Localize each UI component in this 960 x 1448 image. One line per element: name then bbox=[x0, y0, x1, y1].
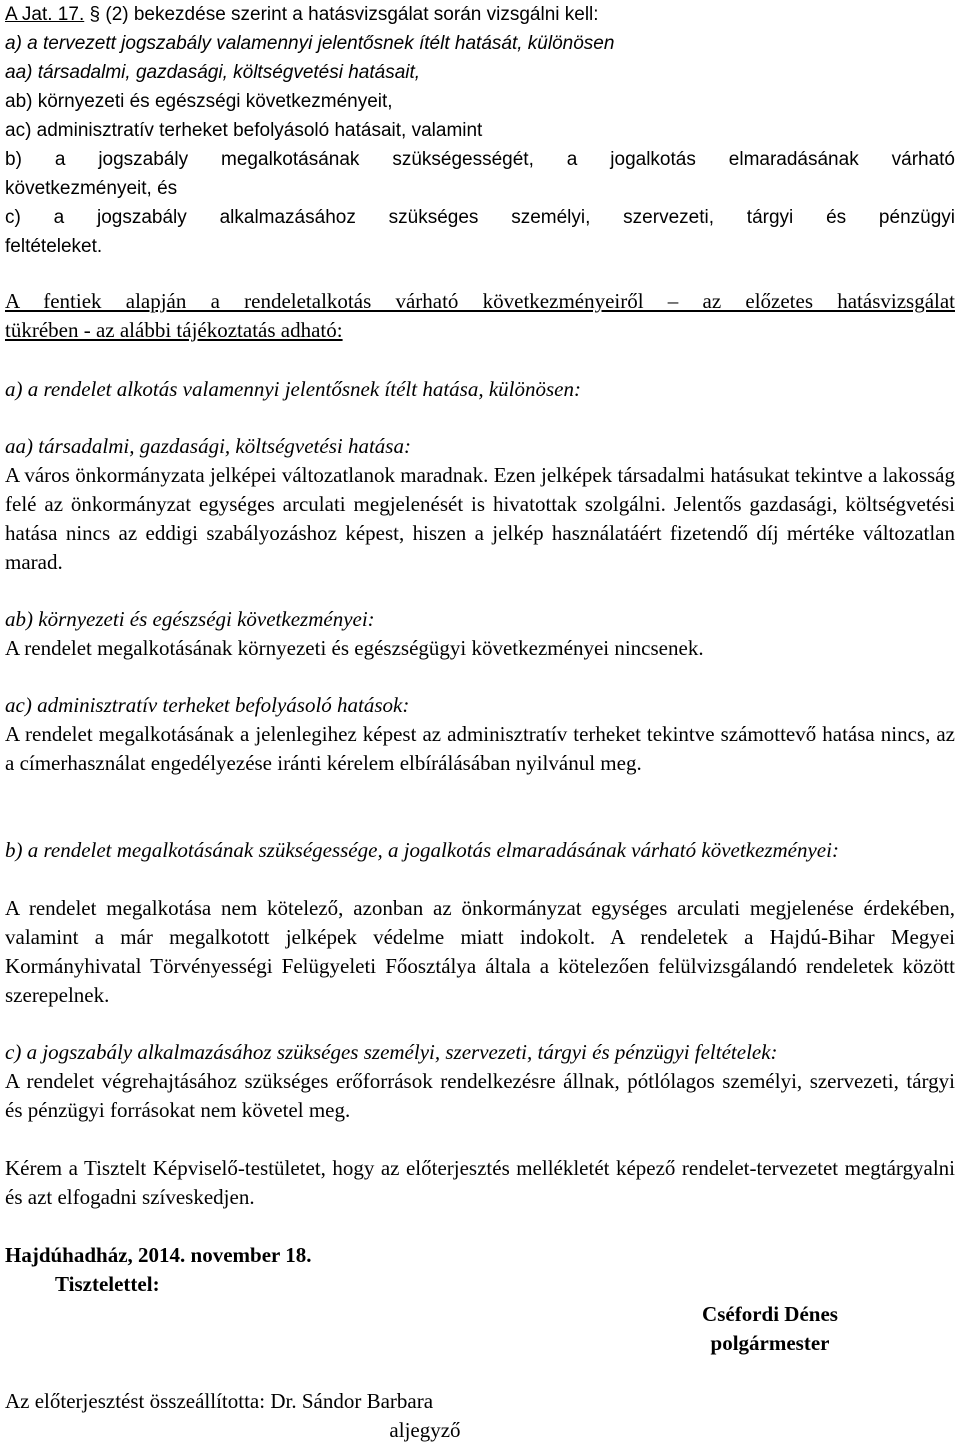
quote-line-2: a) a tervezett jogszabály valamennyi jelentősnek ítélt hatását, különösen bbox=[5, 33, 615, 54]
quote-ref: A Jat. 17. bbox=[5, 4, 85, 25]
request-paragraph: Kérem a Tisztelt Képviselő-testületet, hogy az előterjesztés mellékletét képező rendelet-tervezetet megtárgyalni és azt elfogadni szíveskedjen. bbox=[5, 1156, 955, 1209]
signer-name: Cséfordi Dénes bbox=[702, 1302, 838, 1326]
place-date: Hajdúhadház, 2014. november 18. bbox=[5, 1243, 312, 1267]
signer-title: polgármester bbox=[710, 1331, 830, 1355]
quote-line-6: b) a jogszabály megalkotásának szükségességét, a jogalkotás elmaradásának várható bbox=[5, 149, 955, 170]
quote-line-1: A Jat. 17. § (2) bekezdése szerint a hatásvizsgálat során vizsgálni kell: bbox=[5, 4, 599, 25]
section-aa-body: A város önkormányzata jelképei változatlanok maradnak. Ezen jelképek társadalmi hatásukat tekintve a lakosság felé az önkormányzat egységes arculati megjelenését is hivatottak szolgálni. Jelentős gazdasági, költségvetési hatása nincs az eddigi szabályozáshoz képest, hiszen a jelkép használatáért fizetendő díj mértéke változatlan marad. bbox=[5, 463, 955, 574]
quote-line-3: aa) társadalmi, gazdasági, költségvetési hatásait, bbox=[5, 62, 421, 83]
section-ac-heading: ac) adminisztratív terheket befolyásoló hatások: bbox=[5, 693, 410, 717]
quote-line-9: feltételeket. bbox=[5, 236, 103, 257]
section-ab-body: A rendelet megalkotásának környezeti és egészségügyi következményei nincsenek. bbox=[5, 636, 704, 660]
prepared-by-title: aljegyző bbox=[389, 1418, 461, 1442]
intro-line-1: A fentiek alapján a rendeletalkotás várható következményeiről – az előzetes hatásvizsgálat bbox=[5, 289, 955, 313]
section-a-heading: a) a rendelet alkotás valamennyi jelentősnek ítélt hatása, különösen: bbox=[5, 377, 581, 401]
intro-line-2: tükrében - az alábbi tájékoztatás adható: bbox=[5, 318, 343, 342]
section-aa-heading: aa) társadalmi, gazdasági, költségvetési hatása: bbox=[5, 434, 411, 458]
prepared-by: Az előterjesztést összeállította: Dr. Sándor Barbara bbox=[5, 1389, 434, 1413]
greeting: Tisztelettel: bbox=[55, 1272, 160, 1296]
quote-line-4: ab) környezeti és egészségi következményeit, bbox=[5, 91, 393, 112]
section-ab-heading: ab) környezeti és egészségi következményei: bbox=[5, 607, 375, 631]
section-c-heading: c) a jogszabály alkalmazásához szükséges személyi, szervezeti, tárgyi és pénzügyi feltételek: bbox=[5, 1040, 778, 1064]
section-c-body: A rendelet végrehajtásához szükséges erőforrások rendelkezésre állnak, pótlólagos személyi, szervezeti, tárgyi és pénzügyi forrásokat nem követel meg. bbox=[5, 1069, 955, 1122]
quote-line-7: következményeit, és bbox=[5, 178, 178, 199]
section-b-heading: b) a rendelet megalkotásának szükségessége, a jogalkotás elmaradásának várható következményei: bbox=[5, 838, 839, 862]
section-ac-body: A rendelet megalkotásának a jelenlegihez képest az adminisztratív terheket tekintve számottevő hatása nincs, az a címerhasználat engedélyezése iránti kérelem elbírálásában nyilvánul meg. bbox=[5, 722, 955, 775]
section-b-body: A rendelet megalkotása nem kötelező, azonban az önkormányzat egységes arculati megjelenése érdekében, valamint a már megalkotott jelképek védelme miatt indokolt. A rendeletek a Hajdú-Bihar Megyei Kormányhivatal Törvényességi Felügyeleti Főosztálya általa a kötelezően felülvizsgálandó rendeletek között szerepelnek. bbox=[5, 896, 955, 1007]
quote-line-8: c) a jogszabály alkalmazásához szükséges személyi, szervezeti, tárgyi és pénzügyi bbox=[5, 207, 955, 228]
quote-line-5: ac) adminisztratív terheket befolyásoló hatásait, valamint bbox=[5, 120, 483, 141]
